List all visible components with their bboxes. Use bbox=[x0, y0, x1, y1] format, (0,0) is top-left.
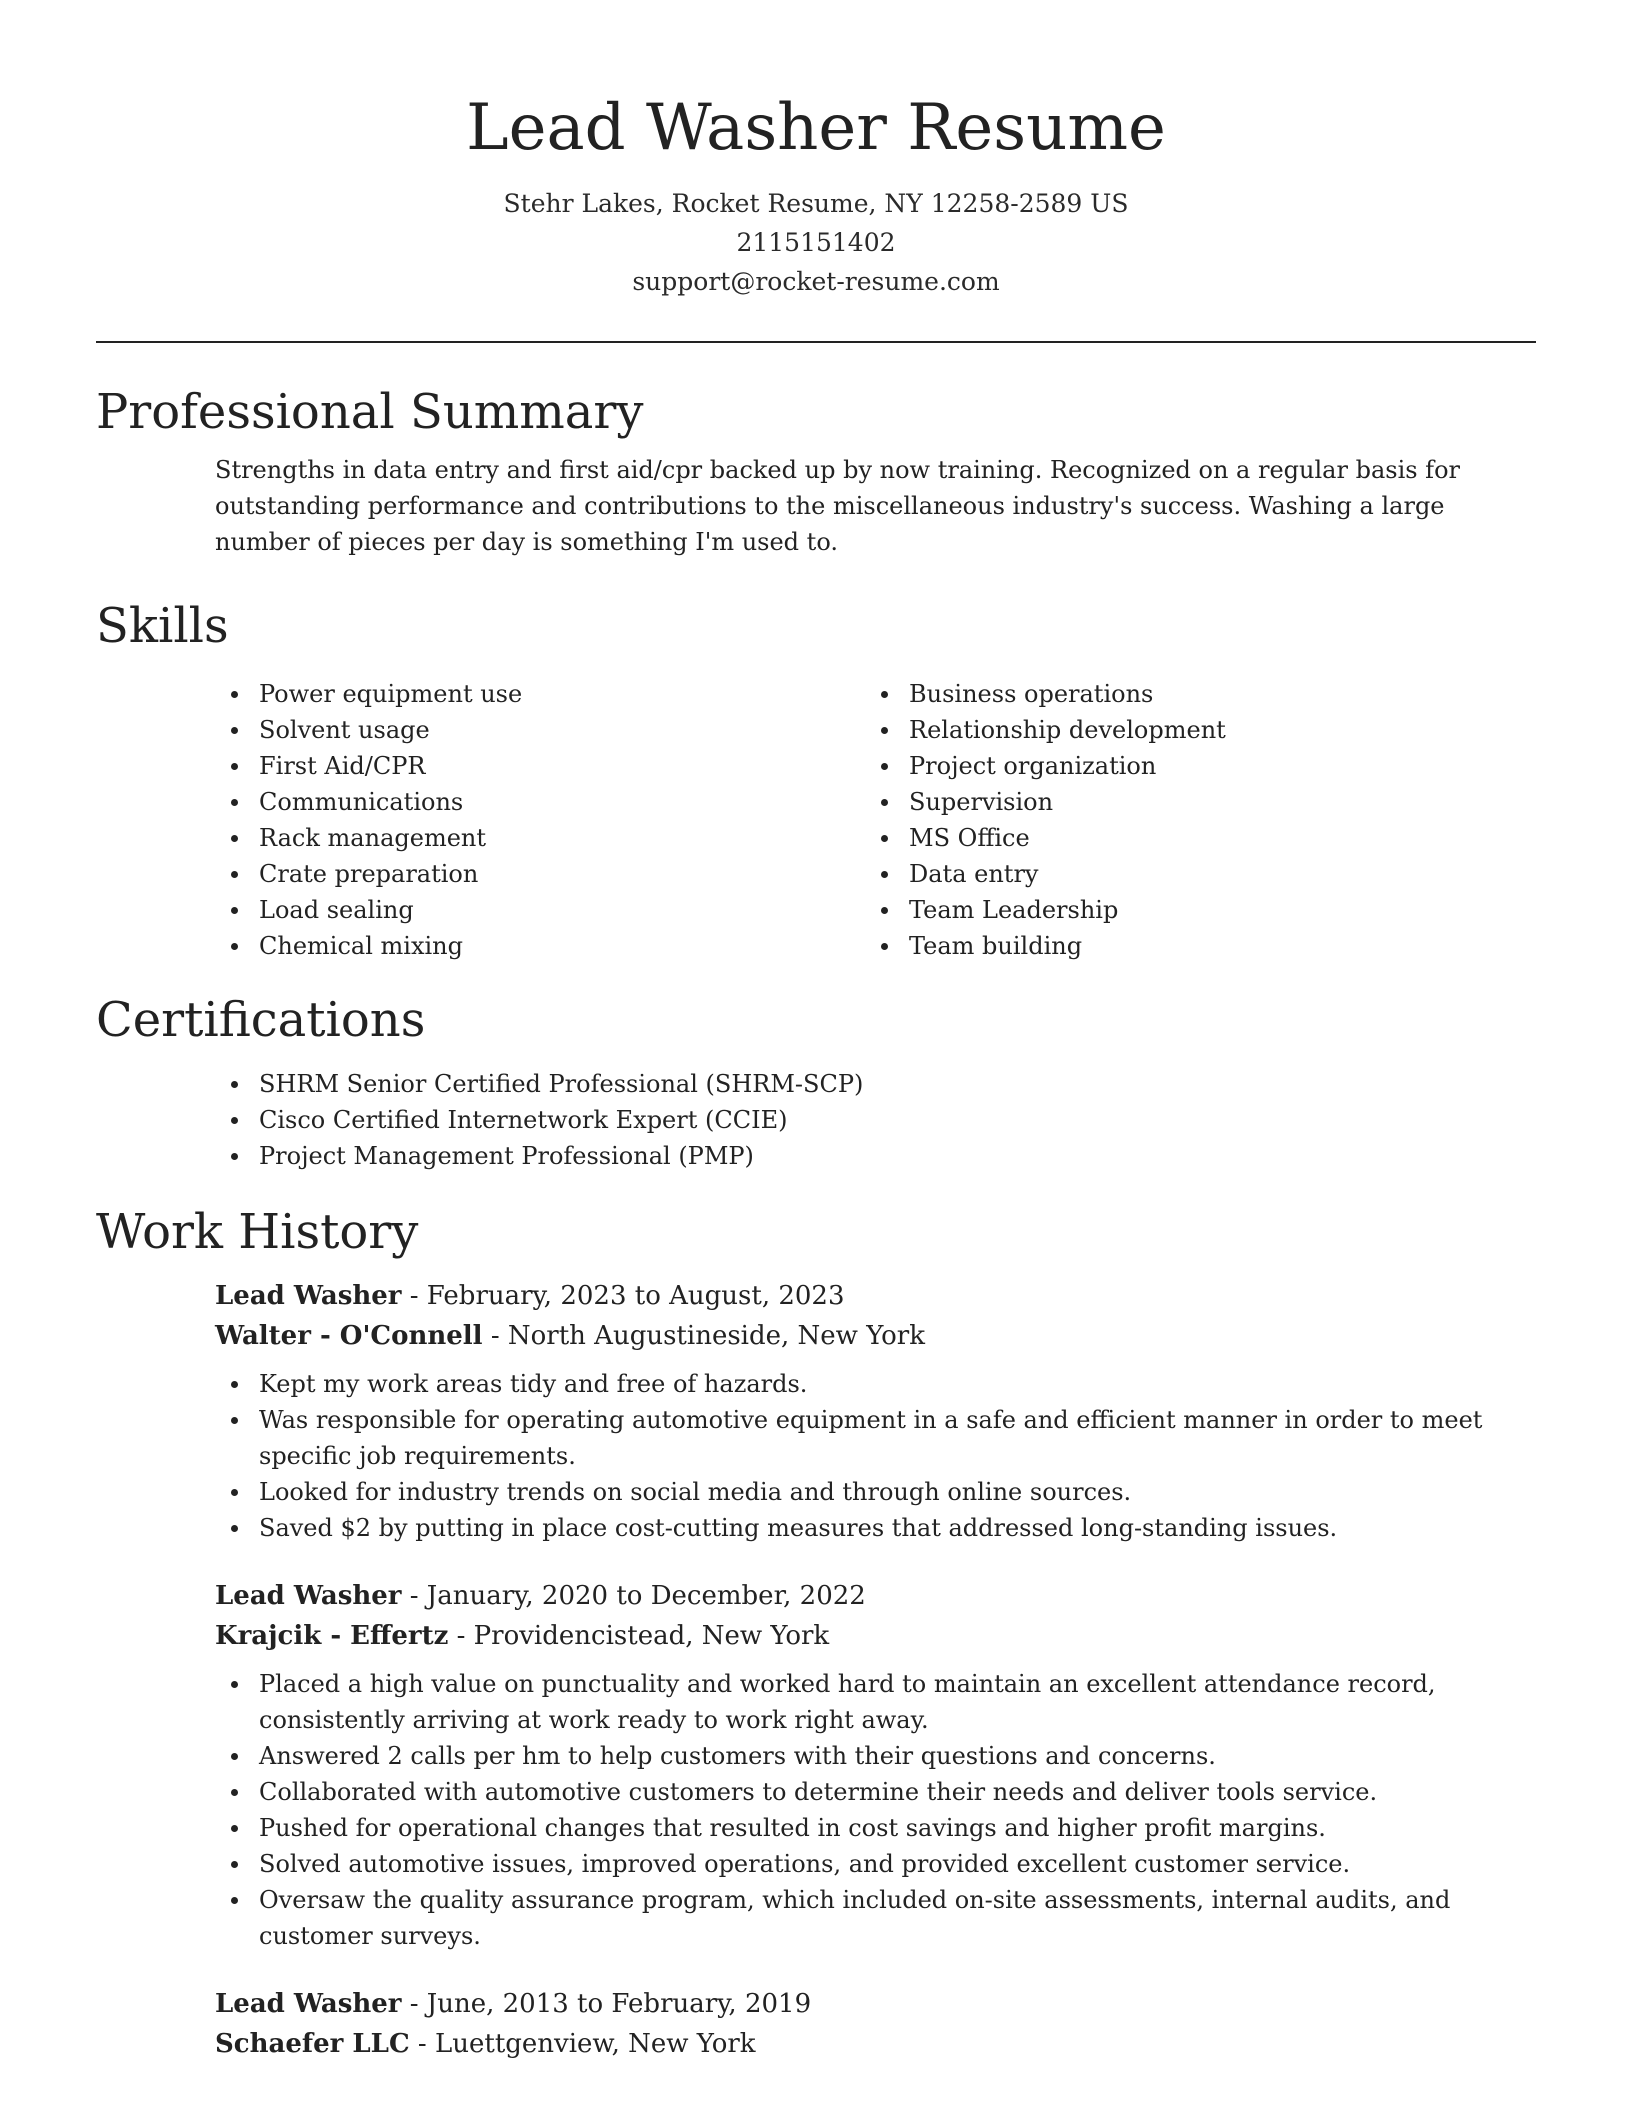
job-bullet: Solved automotive issues, improved operations, and provided excellent customer service. bbox=[215, 1846, 1536, 1882]
work-history-heading: Work History bbox=[96, 1204, 419, 1260]
certification-item: SHRM Senior Certified Professional (SHRM-SCP) bbox=[215, 1066, 1536, 1102]
job-dates: February, 2023 to August, 2023 bbox=[426, 1281, 845, 1311]
job-dates: January, 2020 to December, 2022 bbox=[426, 1581, 866, 1611]
skill-item: Power equipment use bbox=[215, 676, 865, 712]
skill-item: Supervision bbox=[865, 784, 1515, 820]
skill-item: Solvent usage bbox=[215, 712, 865, 748]
resume-header bbox=[0, 0, 1632, 301]
skill-item: Team Leadership bbox=[865, 892, 1515, 928]
job-company-line: Walter - O'Connell - North Augustineside, New York bbox=[215, 1321, 925, 1351]
job-bullet: Kept my work areas tidy and free of hazards. bbox=[215, 1366, 1536, 1402]
job-company: Krajcik - Effertz bbox=[215, 1621, 449, 1651]
skill-item: Load sealing bbox=[215, 892, 865, 928]
certification-item: Cisco Certified Internetwork Expert (CCIE) bbox=[215, 1102, 1536, 1138]
job-entry bbox=[215, 1984, 1536, 2064]
skills-heading: Skills bbox=[96, 598, 229, 654]
skill-item: Crate preparation bbox=[215, 856, 865, 892]
job-bullet: Placed a high value on punctuality and worked hard to maintain an excellent attendance record, consistently arriving at work ready to work right away. bbox=[215, 1666, 1536, 1738]
skills-grid bbox=[215, 676, 1536, 964]
certifications-section bbox=[96, 988, 1536, 1174]
skill-item: Data entry bbox=[865, 856, 1515, 892]
job-title-line: Lead Washer - June, 2013 to February, 2019 bbox=[215, 1989, 812, 2019]
contact-email: support@rocket-resume.com bbox=[632, 267, 1000, 296]
summary-heading: Professional Summary bbox=[96, 384, 644, 440]
skill-item: MS Office bbox=[865, 820, 1515, 856]
job-company: Walter - O'Connell bbox=[215, 1321, 483, 1351]
skill-item: Rack management bbox=[215, 820, 865, 856]
skill-item: First Aid/CPR bbox=[215, 748, 865, 784]
certifications-list bbox=[215, 1066, 1536, 1174]
certification-item: Project Management Professional (PMP) bbox=[215, 1138, 1536, 1174]
job-bullet: Oversaw the quality assurance program, which included on-site assessments, internal audits, and customer surveys. bbox=[215, 1882, 1536, 1954]
job-bullet: Was responsible for operating automotive equipment in a safe and efficient manner in order to meet specific job requirements. bbox=[215, 1402, 1536, 1474]
job-location: North Augustineside, New York bbox=[507, 1321, 925, 1351]
job-bullets bbox=[96, 1666, 1536, 1954]
work-history-section bbox=[96, 1200, 1536, 2064]
skills-list-right bbox=[865, 676, 1515, 964]
job-location: Luettgenview, New York bbox=[434, 2029, 756, 2059]
skills-section bbox=[96, 594, 1536, 964]
summary-section bbox=[96, 380, 1536, 560]
job-title-line: Lead Washer - February, 2023 to August, 2023 bbox=[215, 1281, 845, 1311]
header-divider bbox=[96, 341, 1536, 343]
skills-list-left bbox=[215, 676, 865, 964]
job-bullet: Pushed for operational changes that resulted in cost savings and higher profit margins. bbox=[215, 1810, 1536, 1846]
job-bullets bbox=[96, 1366, 1536, 1546]
job-bullet: Collaborated with automotive customers to determine their needs and deliver tools service. bbox=[215, 1774, 1536, 1810]
resume-title: Lead Washer Resume bbox=[466, 91, 1166, 165]
contact-block bbox=[0, 184, 1632, 301]
skill-item: Relationship development bbox=[865, 712, 1515, 748]
contact-phone: 2115151402 bbox=[736, 228, 896, 257]
job-company-line: Schaefer LLC - Luettgenview, New York bbox=[215, 2029, 756, 2059]
job-title: Lead Washer bbox=[215, 1989, 402, 2019]
summary-text: Strengths in data entry and first aid/cpr backed up by now training. Recognized on a regular basis for outstanding performance and contributions to the miscellaneous industry's success. Washing a large number of pieces per day is something I'm used to. bbox=[215, 456, 1460, 556]
job-bullet: Looked for industry trends on social media and through online sources. bbox=[215, 1474, 1536, 1510]
contact-address: Stehr Lakes, Rocket Resume, NY 12258-2589 US bbox=[503, 189, 1129, 218]
job-title: Lead Washer bbox=[215, 1581, 402, 1611]
skill-item: Team building bbox=[865, 928, 1515, 964]
job-bullet: Saved $2 by putting in place cost-cutting measures that addressed long-standing issues. bbox=[215, 1510, 1536, 1546]
skill-item: Chemical mixing bbox=[215, 928, 865, 964]
job-entry bbox=[215, 1276, 1536, 1546]
job-title-line: Lead Washer - January, 2020 to December, 2022 bbox=[215, 1581, 866, 1611]
skill-item: Communications bbox=[215, 784, 865, 820]
skill-item: Project organization bbox=[865, 748, 1515, 784]
skill-item: Business operations bbox=[865, 676, 1515, 712]
job-location: Providencistead, New York bbox=[473, 1621, 830, 1651]
job-company-line: Krajcik - Effertz - Providencistead, New York bbox=[215, 1621, 830, 1651]
job-entry bbox=[215, 1576, 1536, 1954]
certifications-heading: Certifications bbox=[96, 992, 426, 1048]
job-title: Lead Washer bbox=[215, 1281, 402, 1311]
job-dates: June, 2013 to February, 2019 bbox=[426, 1989, 812, 2019]
job-company: Schaefer LLC bbox=[215, 2029, 410, 2059]
job-bullet: Answered 2 calls per hm to help customers with their questions and concerns. bbox=[215, 1738, 1536, 1774]
